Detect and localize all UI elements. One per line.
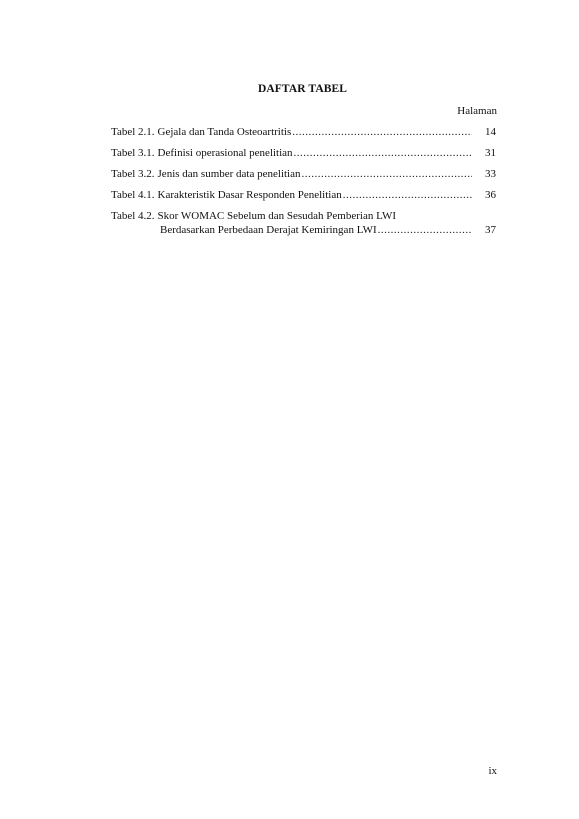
toc-entry-title: Skor WOMAC Sebelum dan Sesudah Pemberian LWI bbox=[157, 210, 397, 222]
toc-entry-number: Tabel 3.2. bbox=[111, 168, 155, 180]
toc-entry[interactable] bbox=[111, 209, 497, 237]
toc-entry-title: Gejala dan Tanda Osteoartritis bbox=[157, 126, 292, 138]
page-column-header: Halaman bbox=[457, 105, 497, 117]
page-number: ix bbox=[488, 765, 497, 777]
toc-entry-title: Jenis dan sumber data penelitian bbox=[157, 168, 301, 180]
toc-entry[interactable] bbox=[111, 125, 497, 139]
dot-leader bbox=[378, 223, 472, 237]
toc-entry[interactable] bbox=[111, 146, 497, 160]
table-of-tables bbox=[111, 125, 497, 244]
toc-entry-page: 33 bbox=[485, 168, 496, 180]
toc-entry-number: Tabel 3.1. bbox=[111, 147, 155, 159]
toc-entry-number: Tabel 2.1. bbox=[111, 126, 155, 138]
toc-entry-number: Tabel 4.2. bbox=[111, 210, 155, 222]
toc-entry-page: 14 bbox=[485, 126, 496, 138]
dot-leader bbox=[343, 188, 472, 202]
toc-entry-title: Definisi operasional penelitian bbox=[157, 147, 293, 159]
toc-entry[interactable] bbox=[111, 167, 497, 181]
toc-entry-number: Tabel 4.1. bbox=[111, 189, 155, 201]
dot-leader bbox=[302, 167, 473, 181]
toc-entry-page: 37 bbox=[485, 224, 496, 236]
dot-leader bbox=[292, 125, 472, 139]
dot-leader bbox=[294, 146, 472, 160]
toc-entry[interactable] bbox=[111, 188, 497, 202]
page-title: DAFTAR TABEL bbox=[257, 83, 348, 95]
toc-entry-page: 31 bbox=[485, 147, 496, 159]
toc-entry-title: Karakteristik Dasar Responden Penelitian bbox=[157, 189, 342, 201]
toc-entry-title-continued: Berdasarkan Perbedaan Derajat Kemiringan LWI bbox=[160, 224, 377, 236]
toc-entry-page: 36 bbox=[485, 189, 496, 201]
